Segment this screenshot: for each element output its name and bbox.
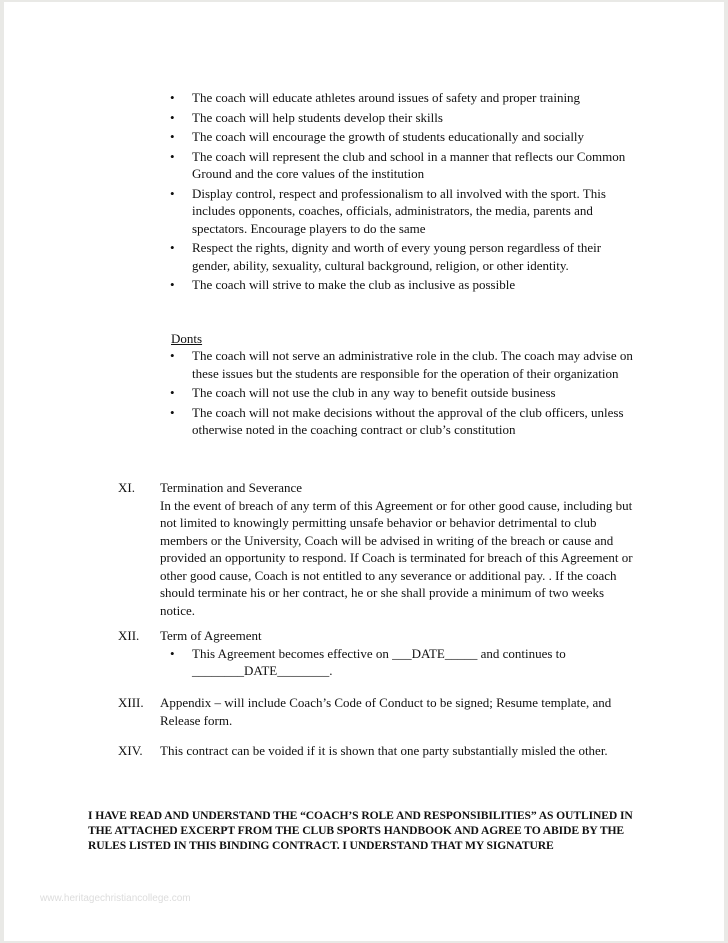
list-item: • The coach will educate athletes around issues of safety and proper training <box>4 89 724 107</box>
donts-list <box>4 347 724 439</box>
list-item: • The coach will strive to make the club as inclusive as possible <box>4 276 724 294</box>
list-item: • The coach will encourage the growth of students educationally and socially <box>4 128 724 146</box>
section-number: XIII. <box>118 695 144 710</box>
list-item: • The coach will help students develop their skills <box>4 109 724 127</box>
donts-heading: Donts <box>171 331 203 346</box>
acknowledgement-statement: I HAVE READ AND UNDERSTAND THE “COACH’S ROLE AND RESPONSIBILITIES” AS OUTLINED IN THE ATTACHED EXCERPT FROM THE CLUB SPORTS HANDBOOK AND AGREE TO ABIDE BY THE RULES LISTED IN THIS BINDING CONTRACT. I UNDERSTAND THAT MY SIGNATURE <box>88 809 633 852</box>
section-body: Appendix – will include Coach’s Code of Conduct to be signed; Resume template, and Release form. <box>160 695 612 728</box>
section-title: Term of Agreement <box>160 628 262 643</box>
list-item: • The coach will not use the club in any way to benefit outside business <box>4 384 724 402</box>
list-item: • Display control, respect and professionalism to all involved with the sport. This includes opponents, coaches, officials, administrators, the media, parents and spectators. Encourage players to do the same <box>4 185 724 238</box>
section-number: XI. <box>118 480 135 495</box>
list-item: • The coach will not serve an administrative role in the club. The coach may advise on these issues but the students are responsible for the operation of their organization <box>4 347 724 382</box>
list-item: • The coach will represent the club and school in a manner that reflects our Common Ground and the core values of the institution <box>4 148 724 183</box>
list-item: • The coach will not make decisions without the approval of the club officers, unless otherwise noted in the coaching contract or club’s constitution <box>4 404 724 439</box>
document-page <box>4 2 724 941</box>
dos-list <box>4 89 724 294</box>
section-body: This contract can be voided if it is shown that one party substantially misled the other. <box>160 743 608 758</box>
section-number: XII. <box>118 628 140 643</box>
list-item: • This Agreement becomes effective on ___DATE_____ and continues to ________DATE________. <box>160 645 642 680</box>
section-number: XIV. <box>118 743 143 758</box>
section-title: Termination and Severance <box>160 480 303 495</box>
section-body: In the event of breach of any term of this Agreement or for other good cause, including but not limited to knowingly permitting unsafe behavior or behavior detrimental to club members or the University, Coach will be advised in writing of the breach or cause and provided an opportunity to respond. If Coach is terminated for breach of this Agreement or other good cause, Coach is not entitled to any severance or additional pay. . If the coach should terminate his or her contract, he or she shall provide a minimum of two weeks notice. <box>160 497 633 618</box>
list-item: • Respect the rights, dignity and worth of every young person regardless of their gender, ability, sexuality, cultural background, religion, or other identity. <box>4 239 724 274</box>
watermark: www.heritagechristiancollege.com <box>40 893 191 904</box>
